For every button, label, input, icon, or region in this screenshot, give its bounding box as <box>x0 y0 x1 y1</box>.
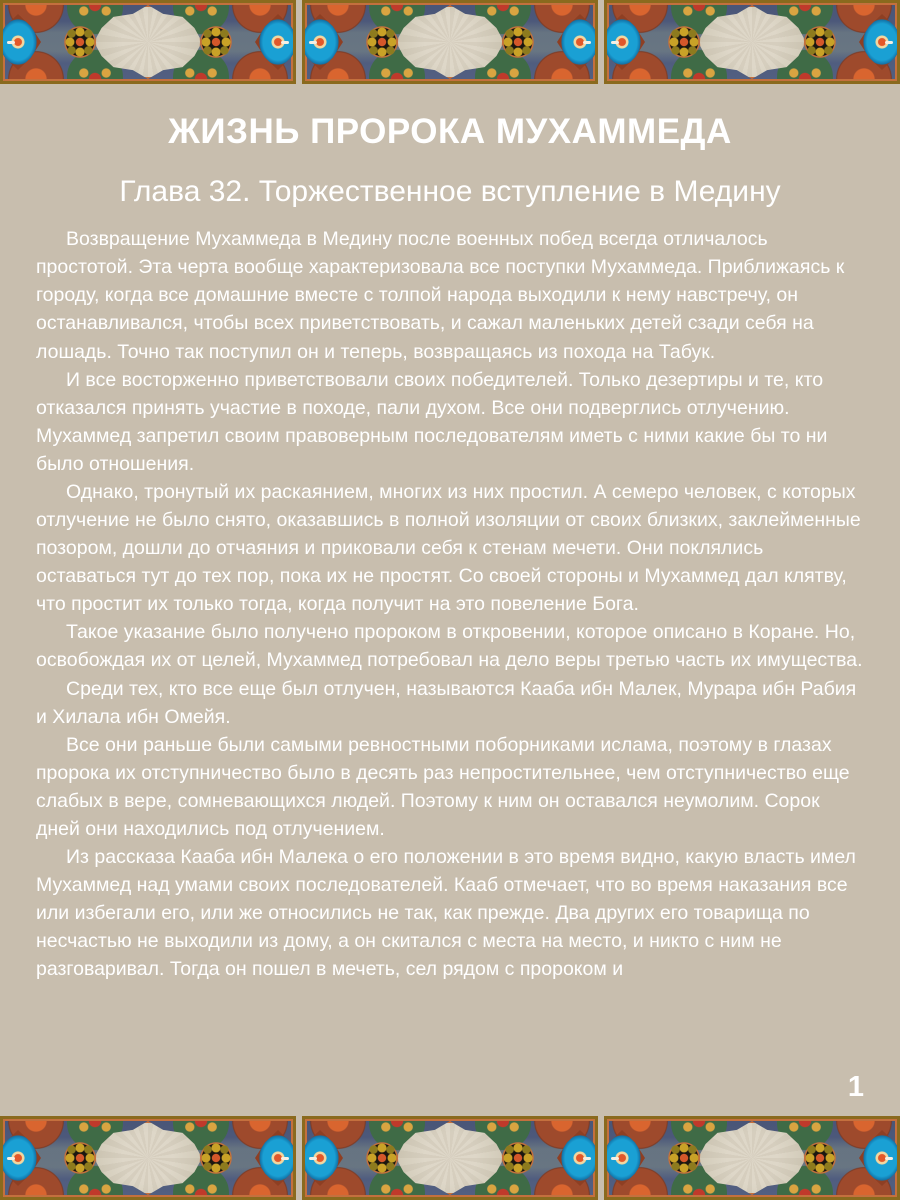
seam-accent <box>7 41 15 44</box>
ornament-tile-field <box>3 1119 293 1197</box>
page-number: 1 <box>847 1071 864 1103</box>
body-text <box>36 225 864 983</box>
seam-accent <box>885 1157 893 1160</box>
seam-accent <box>611 41 619 44</box>
body-paragraph: Такое указание было получено пророком в откровении, которое описано в Коране. Но, освобождая их от целей, Мухаммед потребовал на дело веры третью часть их имущества. <box>36 621 863 672</box>
ornament-tile <box>302 1116 598 1200</box>
seam-accent <box>309 1157 317 1160</box>
body-paragraph: Из рассказа Кааба ибн Малека о его положении в это время видно, какую власть имел Мухаммед над умами своих последователей. Кааб отмечает, что во время наказания все или избегали его, или же относились не так, как прежде. Два других его товарища по несчастью не выходили из дому, а он скитался с места на место, и никто с ним не разговаривал. Тогда он пошел в мечеть, сел рядом с пророком и <box>36 845 856 981</box>
page-content <box>0 84 900 1116</box>
chapter-title: Глава 32. Торжественное вступление в Медину <box>119 175 781 209</box>
ornament-tile <box>302 0 598 84</box>
body-paragraph: Однако, тронутый их раскаянием, многих из них простил. А семеро человек, с которых отлучение не было снято, оказавшись в полной изоляции от своих близких, заклейменные позором, дошли до отчаяния и приковали себя к стенам мечети. Они поклялись оставаться тут до тех пор, пока их не простят. Со своей стороны и Мухаммед дал клятву, что простит их только тогда, когда получит на это повеление Бога. <box>36 480 861 616</box>
seam-accent <box>885 41 893 44</box>
seam-accent <box>583 41 591 44</box>
ornament-tile-field <box>607 1119 897 1197</box>
seam-accent <box>309 41 317 44</box>
ornament-tile-field <box>607 3 897 81</box>
seam-accent <box>281 1157 289 1160</box>
seam-accent <box>281 41 289 44</box>
body-paragraph: Возвращение Мухаммеда в Медину после военных побед всегда отличалось простотой. Эта черта вообще характеризовала все поступки Мухаммеда. Приближаясь к городу, когда все домашние вместе с толпой народа выходили к нему навстречу, он останавливался, чтобы всех приветствовать, и сажал маленьких детей сзади себя на лошадь. Точно так поступил он и теперь, возвращаясь из похода на Табук. <box>36 228 845 363</box>
body-paragraph: Среди тех, кто все еще был отлучен, называются Кааба ибн Малек, Мурара ибн Рабия и Хилала ибн Омейя. <box>36 677 857 728</box>
ornament-tile <box>604 0 900 84</box>
seam-accent <box>611 1157 619 1160</box>
ornament-tile <box>0 1116 296 1200</box>
body-paragraph: И все восторженно приветствовали своих победителей. Только дезертиры и те, кто отказался принять участие в походе, пали духом. Все они подверглись отлучению. Мухаммед запретил своим правоверным последователям иметь с ними какие бы то ни было отношения. <box>36 368 828 475</box>
ornament-tile-field <box>3 3 293 81</box>
ornament-tile <box>604 1116 900 1200</box>
body-paragraph: Все они раньше были самыми ревностными поборниками ислама, поэтому в глазах пророка их отступничество было в десять раз непростительнее, чем отступничество еще слабых в вере, сомневающихся людей. Поэтому к ним он оставался неумолим. Сорок дней они находились под отлучением. <box>36 733 850 840</box>
bottom-ornament-border <box>0 1116 900 1200</box>
page-title: ЖИЗНЬ ПРОРОКА МУХАММЕДА <box>168 112 732 151</box>
seam-accent <box>583 1157 591 1160</box>
ornament-tile <box>0 0 296 84</box>
top-ornament-border <box>0 0 900 84</box>
ornament-tile-field <box>305 1119 595 1197</box>
seam-accent <box>7 1157 15 1160</box>
ornament-tile-field <box>305 3 595 81</box>
